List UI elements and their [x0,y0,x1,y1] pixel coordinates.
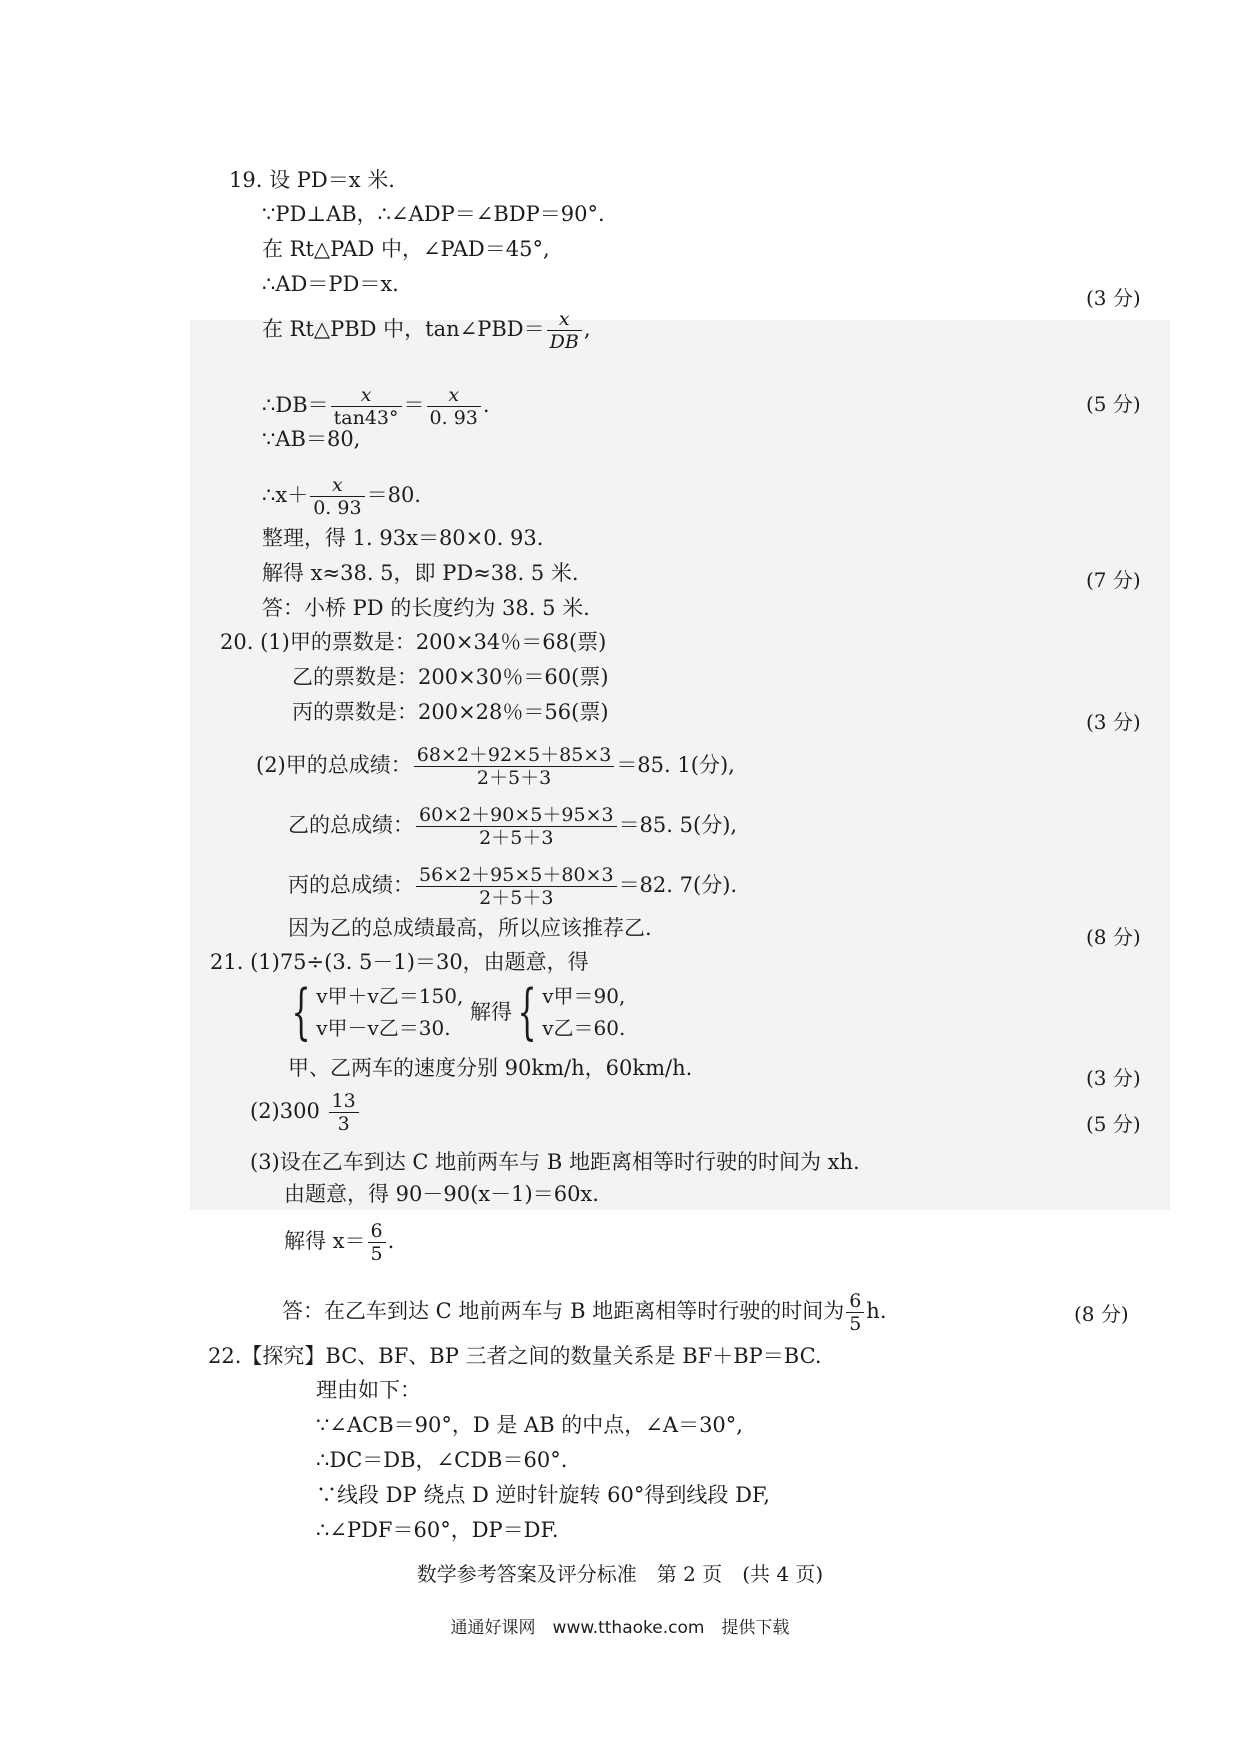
system-1 [316,980,463,1044]
q22-line-1: 22.【探究】BC、BF、BP 三者之间的数量关系是 BF＋BP＝BC. [208,1344,822,1368]
q19-x-fraction [310,474,364,519]
q20-line-4-text: (2)甲的总成绩： [256,753,412,777]
q20-line-1: 20. (1)甲的票数是：200×34％＝68(票) [220,630,607,654]
q20-line-6-text: 丙的总成绩： [288,873,414,897]
q19-line-7: ∵AB＝80, [262,427,361,451]
q20-line-5 [288,804,737,849]
q20-line-2: 乙的票数是：200×30％＝60(票) [292,665,609,689]
q21-line-3: 甲、乙两车的速度分别 90km/h，60km/h. [288,1056,693,1080]
q19-line-6-text: ∴DB＝ [262,393,329,417]
q21-score-8: (8 分) [1074,1302,1129,1326]
fraction-numerator: x [310,474,364,497]
q21-line-8 [282,1290,887,1335]
q21-line-5: (3)设在乙车到达 C 地前两车与 B 地距离相等时行驶的时间为 xh. [250,1150,860,1174]
fraction-denominator: 5 [370,1243,383,1265]
equals-sign: ＝ [403,393,425,417]
q19-line-3: 在 Rt△PAD 中，∠PAD＝45°, [262,237,550,261]
fraction-numerator: 56×2＋95×5＋80×3 [416,864,617,887]
solve-label: 解得 [470,1000,513,1024]
left-brace: { [291,977,311,1047]
q19-line-9: 整理，得 1. 93x＝80×0. 93. [262,526,544,550]
q20-jia-fraction [414,744,615,789]
fraction-numerator: 60×2＋90×5＋95×3 [416,804,617,827]
q21-line-1: 21. (1)75÷(3. 5－1)＝30，由题意，得 [210,950,589,974]
q19-line-8 [262,474,421,519]
q20-line-5-text: 乙的总成绩： [288,813,414,837]
q20-line-3: 丙的票数是：200×28％＝56(票) [292,700,609,724]
q21-line-8-text: 答：在乙车到达 C 地前两车与 B 地距离相等时行驶的时间为 [282,1299,845,1323]
source-credit: 通通好课网 www.tthaoke.com 提供下载 [450,1618,790,1638]
q20-score-8: (8 分) [1086,925,1141,949]
q21-x-fraction [368,1220,386,1265]
q19-line-11: 答：小桥 PD 的长度约为 38. 5 米. [262,596,590,620]
fraction-numerator: 6 [846,1290,864,1313]
page-footer: 数学参考答案及评分标准 第 2 页 (共 4 页) [416,1562,824,1586]
q19-line-5 [262,308,591,353]
fraction-denominator: 2＋5＋3 [476,767,552,789]
q21-line-7-text: 解得 x＝ [284,1229,366,1253]
q21-equation-system [286,977,626,1047]
q19-line-4: ∴AD＝PD＝x. [262,272,399,296]
q21-line-7-end: . [387,1229,395,1253]
q21-score-5: (5 分) [1086,1112,1141,1136]
q21-line-7 [284,1220,394,1265]
fraction-denominator: 0. 93 [429,407,478,429]
q19-score-5: (5 分) [1086,392,1141,416]
left-brace: { [517,977,537,1047]
fraction-denominator: tan43° [333,407,399,429]
system-2-eq-a: v甲＝90, [542,984,626,1008]
q19-score-3: (3 分) [1086,286,1141,310]
q22-line-6: ∴∠PDF＝60°，DP＝DF. [316,1518,559,1542]
fraction-denominator: 2＋5＋3 [479,887,554,909]
q19-tan-fraction [547,308,582,353]
q20-yi-fraction [416,804,617,849]
q19-db-fraction-2 [427,384,481,429]
q19-line-1: 19. 设 PD＝x 米. [229,168,395,192]
q20-line-5-end: ＝85. 5(分), [618,813,738,837]
q22-line-5: ∵线段 DP 绕点 D 逆时针旋转 60°得到线段 DF, [316,1483,770,1507]
q21-line-4-text: (2)300 [250,1099,320,1123]
q20-line-4 [256,744,735,789]
system-1-eq-a: v甲＋v乙＝150, [316,984,464,1008]
q22-line-3: ∵∠ACB＝90°，D 是 AB 的中点，∠A＝30°, [316,1413,743,1437]
fraction-denominator: DB [549,331,579,353]
q21-answer-fraction [846,1290,864,1335]
q20-score-3: (3 分) [1086,710,1141,734]
q19-line-8-end: ＝80. [366,483,421,507]
q19-line-5-text: 在 Rt△PBD 中，tan∠PBD＝ [262,317,545,341]
q20-bing-fraction [416,864,617,909]
fraction-numerator: x [331,384,402,407]
q20-line-4-end: ＝85. 1(分), [616,753,735,777]
system-2-eq-b: v乙＝60. [542,1016,626,1040]
q19-line-10: 解得 x≈38. 5，即 PD≈38. 5 米. [262,561,579,585]
q22-line-4: ∴DC＝DB，∠CDB＝60°. [316,1448,568,1472]
fraction-numerator: 6 [368,1220,386,1243]
q19-line-6 [262,384,490,429]
q21-score-3: (3 分) [1086,1066,1141,1090]
q22-line-2: 理由如下： [316,1378,421,1402]
fraction-denominator: 5 [849,1313,862,1335]
fraction-denominator: 2＋5＋3 [479,827,554,849]
q20-line-6-end: ＝82. 7(分). [618,873,738,897]
q20-line-6 [288,864,737,909]
q19-db-fraction-1 [331,384,402,429]
q21-line-6: 由题意，得 90－90(x－1)＝60x. [284,1182,599,1206]
q19-line-5-end: , [583,317,591,341]
fraction-numerator: 13 [329,1090,359,1113]
system-2 [542,980,625,1044]
fraction-numerator: x [427,384,481,407]
q19-line-6-end: . [482,393,490,417]
system-1-eq-b: v甲－v乙＝30. [316,1016,451,1040]
q21-time-fraction [329,1090,359,1135]
q19-score-7: (7 分) [1086,568,1141,592]
fraction-denominator: 0. 93 [313,497,362,519]
fraction-numerator: x [547,308,582,331]
q21-line-4 [250,1090,361,1135]
q20-line-7: 因为乙的总成绩最高，所以应该推荐乙. [288,916,652,940]
q21-line-8-end: h. [866,1299,887,1323]
q19-line-8-text: ∴x＋ [262,483,309,507]
fraction-denominator: 3 [337,1113,350,1135]
fraction-numerator: 68×2＋92×5＋85×3 [414,744,615,767]
q19-line-2: ∵PD⊥AB，∴∠ADP＝∠BDP＝90°. [262,202,605,226]
